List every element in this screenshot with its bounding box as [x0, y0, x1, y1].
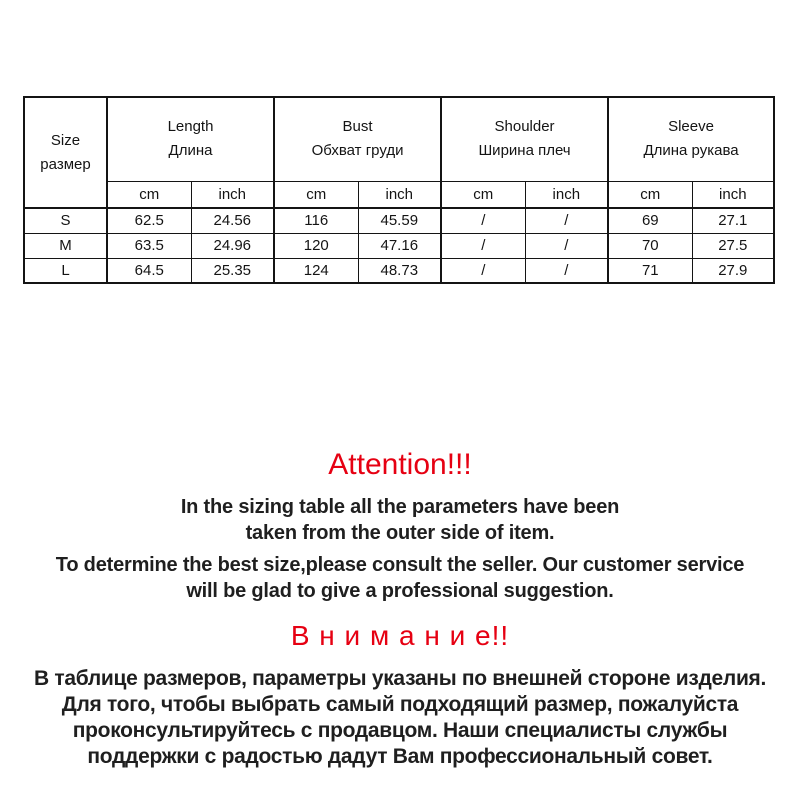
row-m-size: M [24, 233, 107, 258]
sizing-note-ru [0, 666, 800, 770]
size-header-en: Size [50, 131, 81, 149]
row-m-sleeve-inch: 27.5 [692, 233, 774, 258]
sizing-note-en-1-line-2: taken from the outer side of item. [245, 522, 555, 544]
shoulder-cm-header: cm [441, 181, 525, 208]
size-header-ru: размер [40, 155, 91, 173]
sizing-note-ru-line-4: поддержки с радостью дадут Вам профессиональный совет. [87, 745, 713, 768]
table-row-size-s [24, 208, 774, 233]
row-s-bust-inch: 45.59 [358, 208, 441, 233]
row-m-sleeve-cm: 70 [608, 233, 692, 258]
shoulder-column-header [441, 97, 608, 181]
table-row-size-l [24, 258, 774, 283]
row-l-shoulder-inch: / [525, 258, 608, 283]
sizing-note-en-2 [0, 552, 800, 604]
row-m-length-cm: 63.5 [107, 233, 191, 258]
row-l-sleeve-cm: 71 [608, 258, 692, 283]
sleeve-header-ru: Длина рукава [643, 142, 739, 160]
row-l-shoulder-cm: / [441, 258, 525, 283]
sizing-note-ru-line-2: Для того, чтобы выбрать самый подходящий размер, пожалуйста [61, 693, 739, 716]
sizing-note-en-2-line-2: will be glad to give a professional suggestion. [186, 580, 614, 602]
shoulder-inch-header: inch [525, 181, 608, 208]
row-l-bust-inch: 48.73 [358, 258, 441, 283]
row-s-sleeve-cm: 69 [608, 208, 692, 233]
size-table [23, 96, 775, 284]
row-l-size: L [24, 258, 107, 283]
row-l-length-cm: 64.5 [107, 258, 191, 283]
row-l-bust-cm: 124 [274, 258, 358, 283]
bust-inch-header: inch [358, 181, 441, 208]
row-s-bust-cm: 116 [274, 208, 358, 233]
shoulder-header-ru: Ширина плеч [478, 142, 571, 160]
size-column-header [24, 97, 107, 208]
length-column-header [107, 97, 274, 181]
bust-header-en: Bust [342, 118, 373, 136]
attention-title-ru: В н и м а н и е!! [290, 620, 510, 651]
row-l-sleeve-inch: 27.9 [692, 258, 774, 283]
row-m-bust-cm: 120 [274, 233, 358, 258]
shoulder-header-en: Shoulder [494, 118, 555, 136]
row-l-length-inch: 25.35 [191, 258, 274, 283]
sizing-note-ru-line-1: В таблице размеров, параметры указаны по внешней стороне изделия. [33, 667, 767, 690]
sleeve-cm-header: cm [608, 181, 692, 208]
row-m-length-inch: 24.96 [191, 233, 274, 258]
sleeve-header-en: Sleeve [668, 118, 714, 136]
length-header-ru: Длина [168, 142, 213, 160]
sizing-note-en-1 [0, 494, 800, 546]
row-s-shoulder-inch: / [525, 208, 608, 233]
bust-header-ru: Обхват груди [311, 142, 404, 160]
length-header-en: Length [167, 118, 214, 136]
bust-column-header [274, 97, 441, 181]
row-s-length-inch: 24.56 [191, 208, 274, 233]
sizing-note-ru-line-3: проконсультируйтесь с продавцом. Наши специалисты службы [72, 719, 728, 742]
length-inch-header: inch [191, 181, 274, 208]
bust-cm-header: cm [274, 181, 358, 208]
table-header-group-row [24, 97, 774, 181]
sizing-notes [0, 448, 800, 770]
sizing-note-en-2-line-1: To determine the best size,please consult the seller. Our customer service [55, 554, 745, 576]
row-s-shoulder-cm: / [441, 208, 525, 233]
row-m-bust-inch: 47.16 [358, 233, 441, 258]
table-units-row [24, 181, 774, 208]
row-s-sleeve-inch: 27.1 [692, 208, 774, 233]
row-s-size: S [24, 208, 107, 233]
row-m-shoulder-cm: / [441, 233, 525, 258]
sleeve-column-header [608, 97, 774, 181]
row-m-shoulder-inch: / [525, 233, 608, 258]
size-chart [23, 96, 775, 284]
sleeve-inch-header: inch [692, 181, 774, 208]
length-cm-header: cm [107, 181, 191, 208]
attention-title-en: Attention!!! [328, 448, 472, 481]
table-row-size-m [24, 233, 774, 258]
row-s-length-cm: 62.5 [107, 208, 191, 233]
sizing-note-en-1-line-1: In the sizing table all the parameters have been [180, 496, 620, 518]
